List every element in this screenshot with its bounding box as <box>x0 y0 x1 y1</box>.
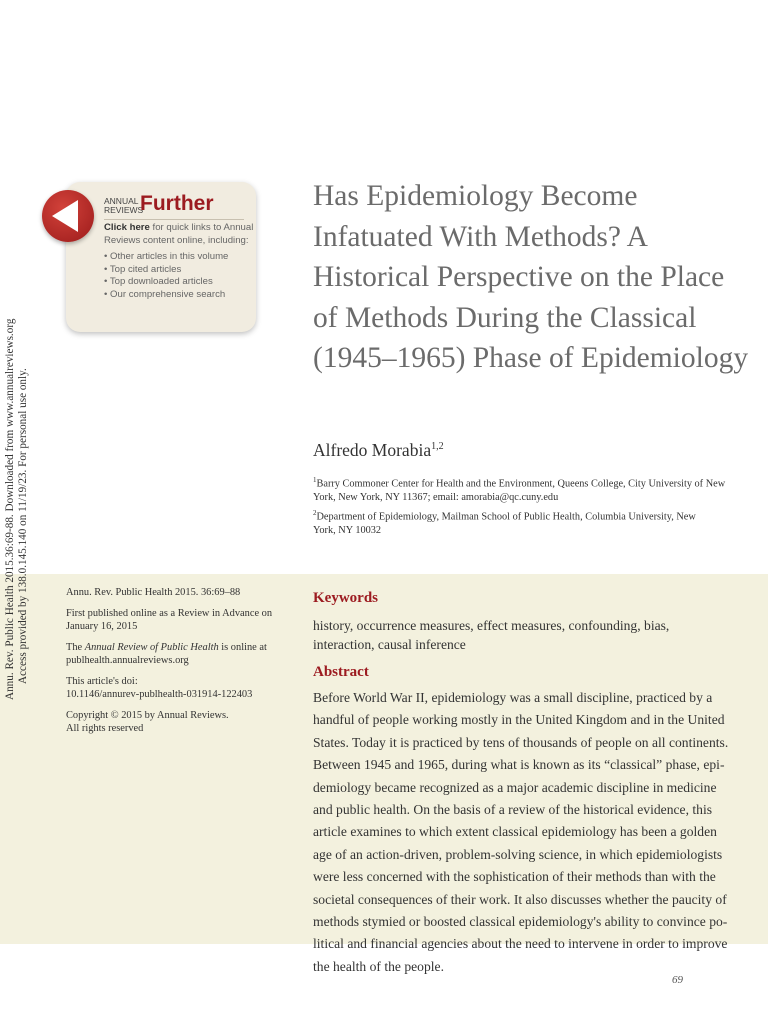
brand-small: ANNUAL REVIEWS <box>104 196 144 215</box>
abstract-line: methods stymied or boosted classical epidemiology's ability to convince po- <box>313 914 728 930</box>
first-published: First published online as a Review in Advance on January 16, 2015 <box>66 608 273 632</box>
abstract-line: States. Today it is practiced by tens of thousands of people on all continents. <box>313 734 729 750</box>
aff-text: Department of Epidemiology, Mailman School of Public Health, Columbia University, New York, NY 10032 <box>313 511 696 537</box>
download-notice <box>4 319 29 700</box>
list-item-label: Top cited articles <box>109 263 182 275</box>
author-text: Alfredo Morabia <box>313 440 432 460</box>
list-item[interactable]: • Top cited articles <box>104 263 182 275</box>
list-item-label: Top downloaded articles <box>109 276 213 287</box>
page-number: 69 <box>672 974 683 986</box>
copyright-text: Copyright © 2015 by Annual Reviews. <box>66 710 229 721</box>
abstract-line: and public health. On the basis of a review of the historical evidence, this <box>313 802 713 818</box>
further-description-text: for quick links to Annual Reviews content online, including: <box>104 222 254 246</box>
abstract-line: the health of the people. <box>313 958 444 974</box>
download-notice-line2: Access provided by 138.0.145.140 on 11/19/23. For personal use only. <box>16 368 29 684</box>
author-sup: 1,2 <box>431 441 444 453</box>
article-meta <box>66 586 296 743</box>
click-here-link[interactable]: Click here <box>104 222 150 233</box>
copyright <box>66 709 296 735</box>
abstract-heading: Abstract <box>313 664 369 680</box>
doi-block <box>66 675 296 701</box>
affiliation-2 <box>313 506 703 538</box>
list-item[interactable]: • Our comprehensive search <box>104 288 226 300</box>
brand-further: Further <box>140 192 214 215</box>
list-item[interactable]: • Other articles in this volume <box>104 251 229 262</box>
list-item-label: Other articles in this volume <box>110 251 229 262</box>
list-item-label: Our comprehensive search <box>110 288 226 300</box>
citation: Annu. Rev. Public Health 2015. 36:69–88 <box>66 587 241 598</box>
abstract-text <box>313 687 728 978</box>
abstract-line: Before World War II, epidemiology was a small discipline, practiced by a <box>313 690 713 705</box>
back-arrow-icon[interactable] <box>42 190 94 242</box>
list-item[interactable]: • Top downloaded articles <box>104 276 213 287</box>
keywords-text: history, occurrence measures, effect measures, confounding, bias, interaction, causal inference <box>313 618 670 652</box>
divider <box>104 219 244 220</box>
affiliation-1 <box>313 473 743 505</box>
further-description <box>104 222 254 301</box>
further-list <box>104 251 254 301</box>
abstract-line: demiology became recognized as a major academic discipline in medicine <box>313 779 717 795</box>
journal-info <box>66 641 296 667</box>
journal-pre: The <box>66 642 85 653</box>
rights-text: All rights reserved <box>66 723 144 734</box>
article-title: Has Epidemiology Become Infatuated With Methods? A Historical Perspective on the Place of Methods During the Classical (1945–1965) Phase of Epidemiology <box>313 180 749 374</box>
keywords-heading: Keywords <box>313 590 378 606</box>
abstract-line: Between 1945 and 1965, during what is known as its “classical” phase, epi- <box>313 757 725 773</box>
aff-sup: 1 <box>313 476 317 484</box>
doi-value[interactable]: 10.1146/annurev-publhealth-031914-122403 <box>66 689 253 700</box>
abstract-line: article examines to which extent classical epidemiology has been a golden <box>313 824 717 840</box>
abstract-line: were less concerned with the sophistication of their methods than with the <box>313 869 716 885</box>
aff-sup: 2 <box>313 509 317 517</box>
journal-name: Annual Review of Public Health <box>84 642 219 653</box>
annual-reviews-logo <box>104 194 214 214</box>
abstract-line: handful of people working mostly in the United Kingdom and in the United <box>313 712 725 728</box>
author-name <box>313 440 444 461</box>
abstract-line: age of an action-driven, problem-solving science, in which epidemiologists <box>313 846 723 862</box>
abstract-line: litical and financial agencies about the need to intervene in order to improve <box>313 936 728 952</box>
journal-url[interactable]: is online at publhealth.annualreviews.org <box>66 642 267 666</box>
download-notice-line1: Annu. Rev. Public Health 2015.36:69-88. Downloaded from www.annualreviews.org <box>4 318 16 700</box>
aff-text: Barry Commoner Center for Health and the Environment, Queens College, City University of New York, New York, NY 11367; email: amorabia@qc.cuny.edu <box>313 478 726 504</box>
doi-label: This article's doi: <box>66 676 138 687</box>
further-links-box[interactable] <box>66 182 256 332</box>
abstract-line: societal consequences of their work. It also discusses whether the paucity of <box>313 891 727 907</box>
